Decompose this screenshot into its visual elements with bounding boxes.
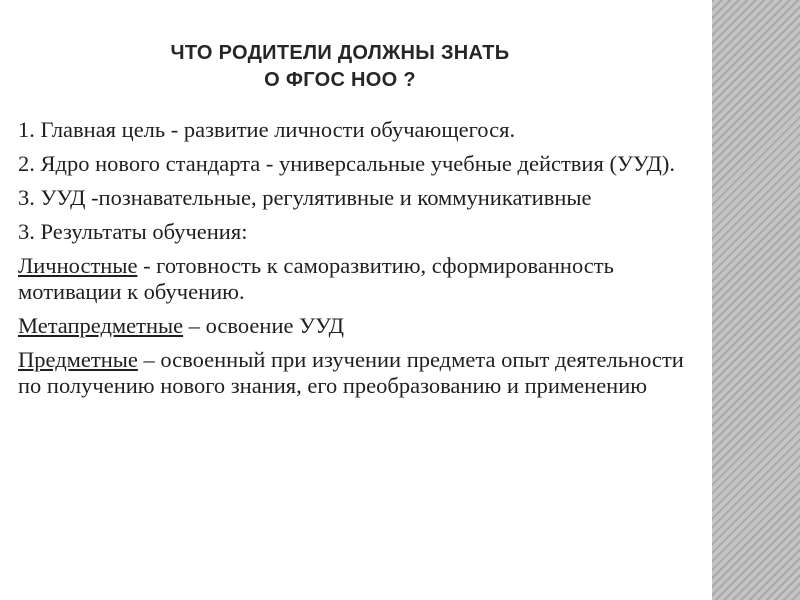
paragraph-standard-core: 2. Ядро нового стандарта - универсальные учебные действия (УУД). (18, 151, 675, 176)
decorative-side-band (712, 0, 800, 600)
paragraph-metasubject-results (18, 313, 708, 339)
paragraph-subject-results (18, 347, 708, 399)
paragraph-uud-types: 3. УУД -познавательные, регулятивные и коммуникативные (18, 185, 592, 210)
term-subject: Предметные (18, 347, 138, 372)
metasubject-results-text: – освоение УУД (183, 313, 345, 338)
paragraph-learning-results: 3. Результаты обучения: (18, 219, 248, 244)
paragraph-personal-results (18, 253, 708, 305)
slide-content (18, 117, 708, 407)
slide-title (60, 40, 620, 94)
term-personal: Личностные (18, 253, 138, 278)
term-metasubject: Метапредметные (18, 313, 184, 338)
subject-results-text: – освоенный при изучении предмета опыт деятельности по получению нового знания, его преобразованию и применению (18, 347, 684, 398)
slide-title-line-2: О ФГОС НОО ? (264, 69, 416, 91)
personal-results-text: - готовность к саморазвитию, сформированность мотивации к обучению. (18, 253, 614, 304)
paragraph-main-goal: 1. Главная цель - развитие личности обучающегося. (18, 117, 516, 142)
slide-title-line-1: ЧТО РОДИТЕЛИ ДОЛЖНЫ ЗНАТЬ (170, 42, 510, 64)
